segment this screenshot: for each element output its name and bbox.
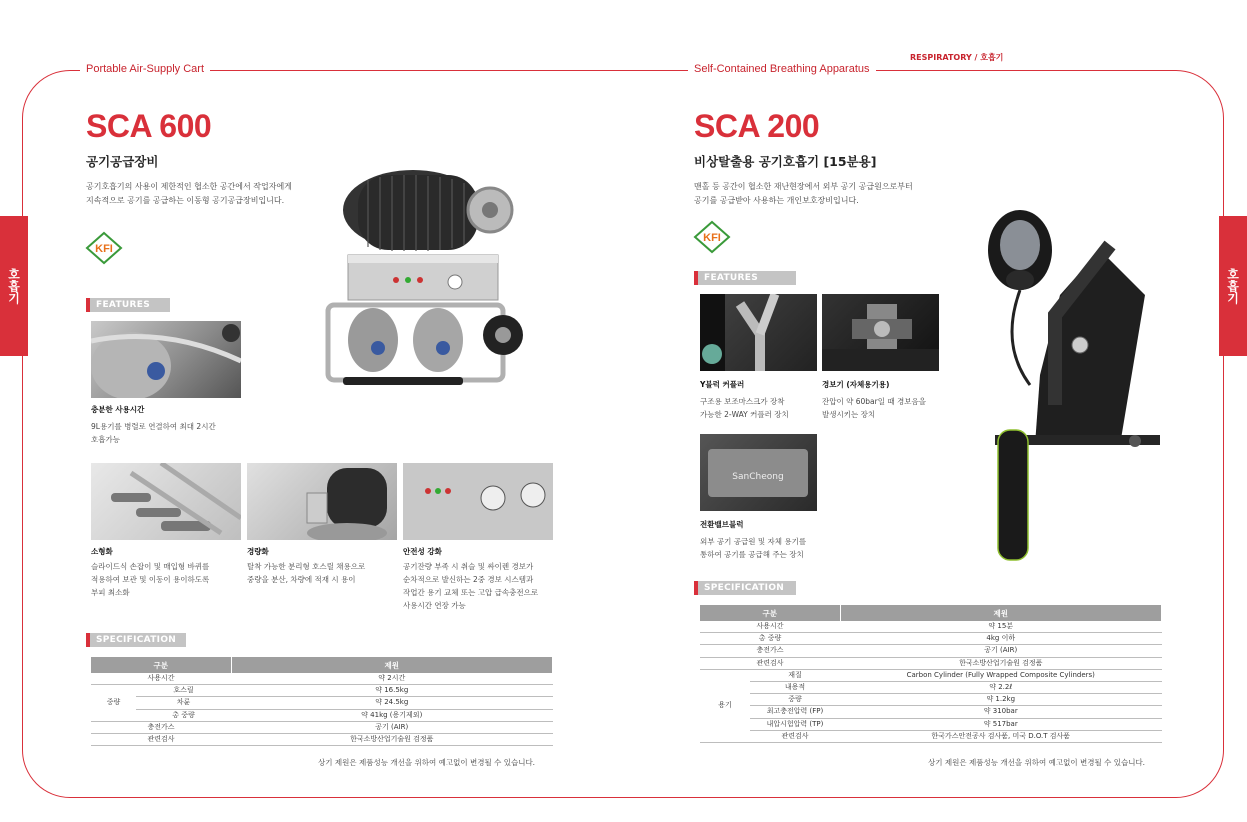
kfi-logo-left xyxy=(84,231,124,265)
feature-desc-1: 9L용기를 병렬로 연결하여 최대 2시간 호흡가능 xyxy=(91,422,216,444)
left-subtitle: 공기공급장비 xyxy=(86,154,159,169)
left-note: 상기 제원은 제품성능 개선을 위하여 예고없이 변경될 수 있습니다. xyxy=(318,758,536,767)
feature-desc-3: 탈착 가능한 분리형 호스릴 채용으로 중량을 분산, 차량에 적재 시 용이 xyxy=(247,562,366,584)
feature-photo-hose-reel xyxy=(247,463,397,540)
right-section-label: Self-Contained Breathing Apparatus xyxy=(688,63,876,75)
table-row: 관련검사 한국소방산업기술원 검정품 xyxy=(91,733,553,745)
left-section-label: Portable Air-Supply Cart xyxy=(80,63,210,75)
svg-text:KFI: KFI xyxy=(703,232,721,244)
table-row: 충전가스 공기 (AIR) xyxy=(700,645,1162,657)
right-feature-desc-2: 잔압이 약 60bar일 때 경보음을 발생시키는 장치 xyxy=(822,397,926,419)
feature-title-1: 충분한 사용시간 xyxy=(91,405,145,414)
table-row: 중량 약 1.2kg xyxy=(700,694,1162,706)
feature-desc-2: 슬라이드식 손잡이 및 매입형 바퀴를 적용하여 보관 및 이동이 용이하도록 부피 최소화 xyxy=(91,562,210,597)
table-row: 관련검사 한국가스안전공사 검사품, 미국 D.O.T 검사품 xyxy=(700,730,1162,742)
right-feature-title-3: 전환밸브블럭 xyxy=(700,520,744,529)
right-subtitle: 비상탈출용 공기호흡기 [15분용] xyxy=(694,154,877,169)
feature-title-2: 소형화 xyxy=(91,547,113,556)
table-row: 총 중량 4kg 이하 xyxy=(700,633,1162,645)
table-row: 용기 재질 Carbon Cylinder (Fully Wrapped Composite Cylinders) xyxy=(700,669,1162,681)
right-features-header: FEATURES xyxy=(694,271,796,285)
right-description: 맨홀 등 공간이 협소한 재난현장에서 외부 공기 공급원으로부터 공기를 공급받아 사용하는 개인보호장비입니다. xyxy=(694,182,913,205)
right-feature-title-2: 경보기 (자체용기용) xyxy=(822,380,890,389)
feature-title-4: 안전성 강화 xyxy=(403,547,442,556)
right-model-title: SCA 200 xyxy=(694,108,820,144)
kfi-logo-right xyxy=(692,220,732,254)
feature-photo-y-coupler xyxy=(700,294,817,371)
table-row: 사용시간 약 15분 xyxy=(700,621,1162,633)
feature-photo-switch-block xyxy=(700,434,817,511)
svg-text:SanCheong: SanCheong xyxy=(732,472,784,482)
left-spec-header: SPECIFICATION xyxy=(86,633,186,647)
feature-photo-alarm-panel xyxy=(403,463,553,540)
right-spec-table xyxy=(700,605,1162,743)
table-header-row: 구분 제원 xyxy=(91,657,553,673)
table-row: 최고충전압력 (FP) 약 310bar xyxy=(700,706,1162,718)
right-note: 상기 제원은 제품성능 개선을 위하여 예고없이 변경될 수 있습니다. xyxy=(928,758,1146,767)
left-model-title: SCA 600 xyxy=(86,108,212,144)
table-row: 충전가스 공기 (AIR) xyxy=(91,721,553,733)
feature-photo-cylinders xyxy=(91,321,241,398)
feature-desc-4: 공기잔량 부족 시 취슬 및 싸이렌 경보가 순차적으로 발신하는 2중 경보 시스템과 작업간 용기 교체 또는 고압 급속충전으로 사용시간 연장 가능 xyxy=(403,562,539,610)
category-label: RESPIRATORY / 호흡기 xyxy=(910,53,1004,62)
right-feature-desc-1: 구조용 보조마스크가 장착 가능한 2-WAY 커플러 장치 xyxy=(700,397,789,419)
table-row: 내용적 약 2.2ℓ xyxy=(700,681,1162,693)
side-tab-right: 호흡기 xyxy=(1219,216,1247,356)
left-spec-table xyxy=(91,657,553,746)
table-row: 중량 호스릴 약 16.5kg xyxy=(91,685,553,697)
table-row: 관련검사 한국소방산업기술원 검정품 xyxy=(700,657,1162,669)
right-feature-title-1: Y블럭 커플러 xyxy=(700,380,745,389)
table-row: 내압시험압력 (TP) 약 517bar xyxy=(700,718,1162,730)
svg-text:KFI: KFI xyxy=(95,243,113,255)
table-row: 차륜 약 24.5kg xyxy=(91,697,553,709)
right-spec-header: SPECIFICATION xyxy=(694,581,796,595)
table-row: 사용시간 약 2시간 xyxy=(91,673,553,685)
cart-product-image xyxy=(318,155,550,417)
scba-product-image xyxy=(960,205,1160,565)
feature-photo-alarm xyxy=(822,294,939,371)
table-header-row: 구분 제원 xyxy=(700,605,1162,621)
table-row: 총 중량 약 41kg (용기제외) xyxy=(91,709,553,721)
feature-photo-handle xyxy=(91,463,241,540)
side-tab-left: 호흡기 xyxy=(0,216,28,356)
feature-title-3: 경량화 xyxy=(247,547,269,556)
left-description: 공기호흡기의 사용이 제한적인 협소한 공간에서 작업자에게 지속적으로 공기를 공급하는 이동형 공기공급장비입니다. xyxy=(86,182,292,205)
left-features-header: FEATURES xyxy=(86,298,170,312)
right-feature-desc-3: 외부 공기 공급원 및 자체 용기를 통하여 공기를 공급해 주는 장치 xyxy=(700,537,807,559)
